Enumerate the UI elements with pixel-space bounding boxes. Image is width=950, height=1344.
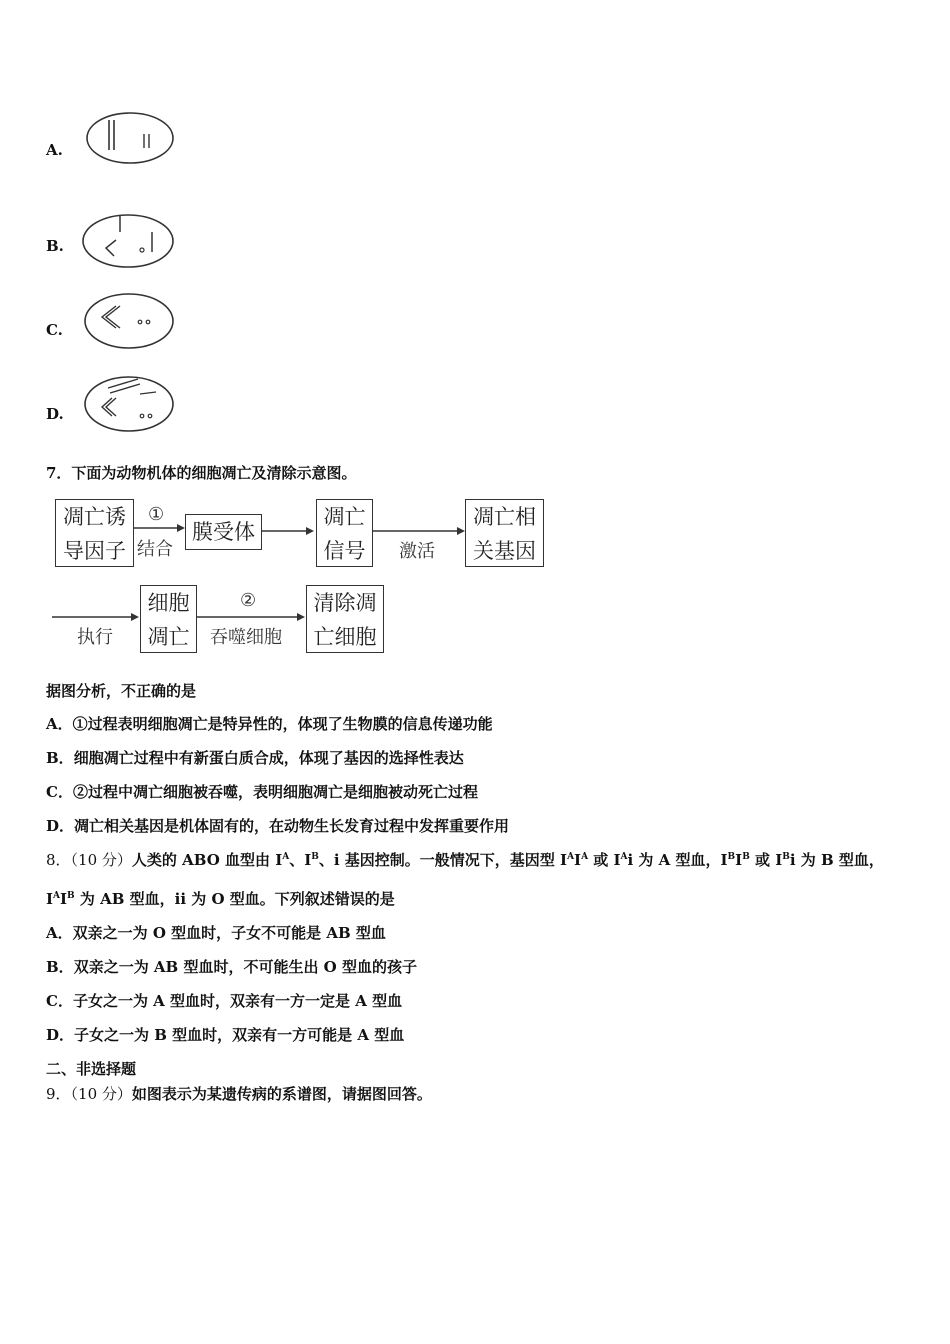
q7-option-a-text: ①过程表明细胞凋亡是特异性的，体现了生物膜的信息传递功能 xyxy=(72,715,493,733)
q8-g3-mid: I xyxy=(735,851,743,869)
box4-line1: 凋亡相 xyxy=(473,505,536,529)
q8-g3-sup1: B xyxy=(727,852,736,862)
q8-text-b: 、i 基因控制。一般情况下，基因型 I xyxy=(318,851,568,869)
q7-prompt: 据图分析，不正确的是 xyxy=(46,682,197,700)
q8-option-b-text: 双亲之一为 AB 型血时，不可能生出 O 型血的孩子 xyxy=(73,958,417,976)
q7-option-c-key: C． xyxy=(46,783,73,801)
q8-option-c-key: C． xyxy=(46,992,73,1010)
q8-g2-tail: i 为 A 型血，I xyxy=(627,851,728,869)
q8-score: （10 分） xyxy=(70,851,132,869)
box2-text: 膜受体 xyxy=(192,520,255,544)
arrow-1-icon xyxy=(133,523,185,533)
execute-label: 执行 xyxy=(77,627,113,648)
diagram-box-membrane-receptor xyxy=(185,514,262,550)
q8-l2-sup2: B xyxy=(67,891,75,901)
q8-text-sep: 、I xyxy=(289,851,312,869)
q7-stem: 7．下面为动物机体的细胞凋亡及清除示意图。 xyxy=(46,464,357,482)
q8-g1-sup1: A xyxy=(567,852,575,862)
q8-option-b xyxy=(46,956,417,977)
step2-number: ② xyxy=(240,590,257,611)
q8-l2-a: I xyxy=(46,890,54,908)
diagram-box-cell-apoptosis xyxy=(140,585,197,653)
section-heading: 二、非选择题 xyxy=(46,1060,137,1078)
q8-option-c-text: 子女之一为 A 型血时，双亲有一方一定是 A 型血 xyxy=(72,992,403,1010)
box6-line2: 亡细胞 xyxy=(313,625,377,649)
q8-option-a-key: A． xyxy=(46,924,73,942)
box1-line1: 凋亡诱 xyxy=(63,505,126,529)
q8-g4-sup: B xyxy=(782,852,790,862)
q7-option-b-key: B． xyxy=(46,749,74,767)
q6-option-a-label: A. xyxy=(46,141,63,159)
q8-sup-a: A xyxy=(282,852,290,862)
step2-label: 吞噬细胞 xyxy=(210,627,282,648)
q8-option-d xyxy=(46,1024,404,1045)
q8-or2: 或 I xyxy=(749,851,783,869)
q8-l2-sup1: A xyxy=(53,891,61,901)
q8-g4-tail: i 为 B 型血， xyxy=(789,851,884,869)
q8-stem-line2 xyxy=(46,888,395,909)
q8-g3-sup2: B xyxy=(742,852,750,862)
q7-option-d-text: 凋亡相关基因是机体固有的，在动物生长发育过程中发挥重要作用 xyxy=(74,817,510,835)
q7-option-a xyxy=(46,713,493,734)
q6-option-a-cell-image xyxy=(84,110,176,168)
q8-number: 8． xyxy=(46,851,71,869)
q7-option-c xyxy=(46,781,478,802)
q8-g1-mid: I xyxy=(574,851,582,869)
q8-l2-b: I xyxy=(60,890,68,908)
diagram-box-apoptosis-genes xyxy=(465,499,544,567)
q9-number: 9． xyxy=(46,1085,71,1103)
q8-or1: 或 I xyxy=(588,851,621,869)
q6-option-b-cell-image xyxy=(80,210,176,270)
q7-option-a-key: A． xyxy=(46,715,73,733)
q8-option-a-text: 双亲之一为 O 型血时，子女不可能是 AB 型血 xyxy=(72,924,386,942)
q7-option-c-text: ②过程中凋亡细胞被吞噬，表明细胞凋亡是细胞被动死亡过程 xyxy=(72,783,478,801)
box1-line2: 导因子 xyxy=(63,539,126,563)
q9-score: （10 分） xyxy=(70,1085,132,1103)
box5-line1: 细胞 xyxy=(147,591,190,615)
q8-g1-sup2: A xyxy=(581,852,589,862)
box3-line1: 凋亡 xyxy=(323,505,366,529)
q9-text: 如图表示为某遗传病的系谱图，请据图回答。 xyxy=(131,1085,432,1103)
q8-option-a xyxy=(46,922,386,943)
diagram-box-apoptosis-signal xyxy=(316,499,373,567)
q8-stem-line1 xyxy=(46,849,884,870)
q6-option-d-cell-image xyxy=(82,374,176,434)
q8-option-d-text: 子女之一为 B 型血时，双亲有一方可能是 A 型血 xyxy=(74,1026,405,1044)
activate-label: 激活 xyxy=(399,541,435,562)
q6-option-b-label: B. xyxy=(46,237,64,255)
q6-option-c-cell-image xyxy=(82,292,176,352)
q8-l2-c: 为 AB 型血，ii 为 O 型血。下列叙述错误的是 xyxy=(74,890,395,908)
q7-option-d xyxy=(46,815,509,836)
arrow-2-icon xyxy=(262,526,314,536)
q9-stem xyxy=(46,1083,432,1104)
arrow-3-icon xyxy=(373,526,465,536)
step1-label: 结合 xyxy=(137,539,173,560)
q8-option-b-key: B． xyxy=(46,958,74,976)
q8-text-a: 人类的 ABO 血型由 I xyxy=(131,851,283,869)
step1-number: ① xyxy=(148,504,165,525)
box6-line1: 清除凋 xyxy=(313,591,377,615)
q7-option-b xyxy=(46,747,464,768)
diagram-box-clear-apoptotic-cells xyxy=(306,585,384,653)
q6-option-d-label: D. xyxy=(46,405,64,423)
q7-option-b-text: 细胞凋亡过程中有新蛋白质合成，体现了基因的选择性表达 xyxy=(73,749,464,767)
q8-sup-b: B xyxy=(311,852,319,862)
diagram-box-apoptosis-inducer xyxy=(55,499,134,567)
q8-g2-sup: A xyxy=(620,852,628,862)
box5-line2: 凋亡 xyxy=(147,625,190,649)
arrow-4-icon xyxy=(52,612,139,622)
box4-line2: 关基因 xyxy=(473,539,536,563)
q8-option-d-key: D． xyxy=(46,1026,75,1044)
arrow-5-icon xyxy=(197,612,305,622)
box3-line2: 信号 xyxy=(323,539,366,563)
q8-option-c xyxy=(46,990,402,1011)
q6-option-c-label: C. xyxy=(46,321,63,339)
q7-option-d-key: D． xyxy=(46,817,75,835)
